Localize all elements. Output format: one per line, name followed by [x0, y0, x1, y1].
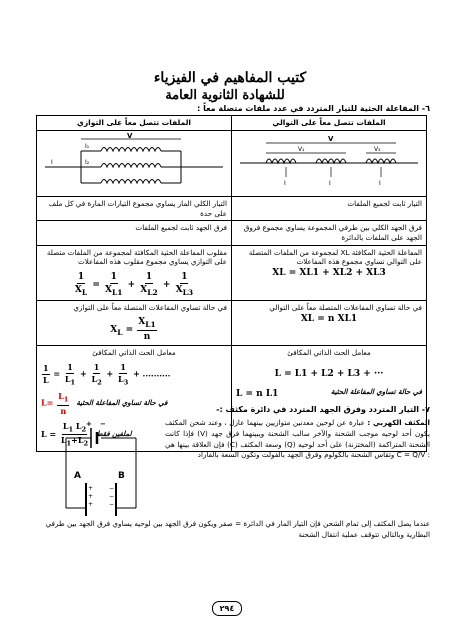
svg-text:−: − [109, 485, 115, 492]
r4-series-cell [232, 301, 427, 346]
r5-parallel-equation-3: L = $\frac{L_1 L_2}{L_1+L_2}$ [41, 420, 89, 448]
diagram-row [37, 131, 427, 197]
page-subtitle: للشهادة الثانوية العامة [165, 88, 285, 103]
capacitor-charged-text: عندما يصل المكثف إلى تمام الشحن فإن التيار المار في الدائرة = صفر ويكون فرق الجهد بين لوحيه يساوي فرق الجهد بين طرفي البطارية وبالتالي تتوقف عملية انتقال الشحنة [45, 519, 430, 539]
label-i-3: I [379, 180, 381, 188]
series-coils-diagram [236, 133, 422, 191]
table-row [37, 301, 427, 346]
r4-parallel-equation: $X_L$ = $\frac{X_{L1}}{n}$ [110, 316, 156, 342]
r5-series-equal-row [236, 388, 422, 400]
svg-text:−: − [109, 493, 115, 500]
svg-text:+: + [88, 485, 94, 492]
label-i2-parallel: I₂ [85, 159, 90, 167]
table-row [37, 245, 427, 301]
svg-text:+: + [88, 493, 94, 500]
capacitor-text: عبارة عن لوحين معدنين متوازيين بينهما عازل ، وعند شحن المكثف يكون أحد لوحيه موجب الشحنة والآخر سالب الشحنة ويبينهما فرق جهد (V) فإذا كانت الشحنة المتراكمة (المختزنة) على أحد لوحيه (Q) وسعة المكثف (C) فإن العلاقة بينها هي : C = Q/V وتقاس الشحنة بالكولوم وفرق الجهد بالفولت وتكون السعة بالفاراد [165, 418, 431, 460]
r5-parallel-note: في حالة تساوي المفاعلة الحثية [76, 399, 168, 408]
capacitor-term: المكثف الكهربي : [367, 418, 430, 427]
parallel-diagram-cell [37, 131, 232, 197]
r4-series-equation: XL = n XL1 [300, 313, 358, 324]
r1-series: التيار ثابت لجميع الملفات [232, 196, 427, 220]
svg-text:+: + [86, 420, 92, 428]
table-row [37, 196, 427, 220]
r3-parallel-cell [37, 245, 232, 301]
r5-series-text: معامل الحث الذاتي المكافئ [287, 348, 371, 357]
svg-text:−: − [109, 501, 115, 508]
r3-series-equation: XL = XL1 + XL2 + XL3 [272, 268, 386, 279]
r5-series-note: في حالة تساوي المفاعلة الحثية [330, 387, 422, 396]
r2-parallel: فرق الجهد ثابت لجميع الملفات [37, 221, 232, 245]
r3-parallel-equation: $\frac{1}{X_L}$ = $\frac{1}{X_{L1}}$ + $\frac{1}{X_{L2}}$ + $\frac{1}{X_{L3}}$ [74, 272, 194, 298]
r1-parallel: التيار الكلي المار يساوي مجموع التيارات المارة في كل ملف على حدة [37, 196, 232, 220]
series-diagram-cell [232, 131, 427, 197]
r5-series-equation: L = L1 + L2 + L3 + ··· [274, 368, 384, 379]
label-a: A [74, 471, 81, 481]
parallel-coils-diagram [41, 133, 227, 191]
page-number: ٢٩٤ [212, 601, 242, 616]
r4-series-text: في حالة تساوي المفاعلات المتصلة معاً على التوالي [269, 303, 422, 313]
col-parallel-header: الملفات تتصل معاً على التوازي [37, 116, 232, 131]
section-7-title: ٧- التيار المتردد وفرق الجهد المتردد في دائرة مكثف :- [216, 405, 430, 414]
label-i-2: I [329, 180, 331, 188]
r4-parallel-text: في حالة تساوي المفاعلات المتصلة معاً على التوازي [73, 303, 227, 313]
r5-parallel-equation: $\frac{1}{L}$ = $\frac{1}{L_1}$ + $\frac{1}{L_2}$ + $\frac{1}{L_3}$ + .......... [43, 361, 171, 387]
svg-text:−: − [100, 420, 106, 428]
r3-series-text: المفاعلة الحثية المكافئة XL لمجموعة من الملفات المتصلة على التوالي تساوي مجموع هذه المفاعلات [248, 247, 422, 267]
r5-parallel-equal-row [41, 391, 227, 416]
svg-text:+: + [88, 501, 94, 508]
label-v1: V₁ [298, 146, 305, 154]
col-series-header: الملفات تتصل معاً على التوالي [232, 116, 427, 131]
comparison-table [36, 115, 427, 452]
r5-parallel-equation-2: L= $\frac{L_1}{n}$ [41, 391, 69, 416]
label-v-parallel: V [127, 133, 133, 141]
table-row [37, 221, 427, 245]
r5-parallel-text: معامل الحث الذاتي المكافئ [92, 348, 176, 357]
r3-series-cell [232, 245, 427, 301]
r3-parallel-text: مقلوب المفاعلة الحثية المكافئة لمجموعة من الملفات متصلة على التوازي يساوي مجموع مقلوب هذه المفاعلات [46, 247, 227, 267]
section-6-title: ٦- المفاعلة الحثية للتيار المتردد في عدد ملفات متصلة معاً : [197, 104, 430, 113]
r2-series: فرق الجهد الكلي بين طرفي المجموعة يساوي مجموع فروق الجهد على الملفات بالدائرة [232, 221, 427, 245]
label-i1-parallel: I₁ [85, 143, 90, 151]
label-i-1: I [284, 180, 286, 188]
r4-parallel-cell [37, 301, 232, 346]
table-header-row [37, 116, 427, 131]
capacitor-definition [165, 418, 430, 461]
capacitor-circuit-diagram [36, 418, 156, 518]
r5-parallel-dots: + .......... [133, 368, 171, 379]
label-v2: V₂ [374, 146, 381, 154]
r5-parallel-note-2: لملفين فقط [96, 429, 132, 438]
r5-series-equation-2: L = n L1 [236, 388, 279, 399]
label-v: V [328, 135, 334, 144]
page-title: كتيب المفاهيم في الفيزياء [153, 70, 307, 86]
label-i-parallel: I [51, 159, 53, 167]
label-b: B [118, 471, 125, 481]
